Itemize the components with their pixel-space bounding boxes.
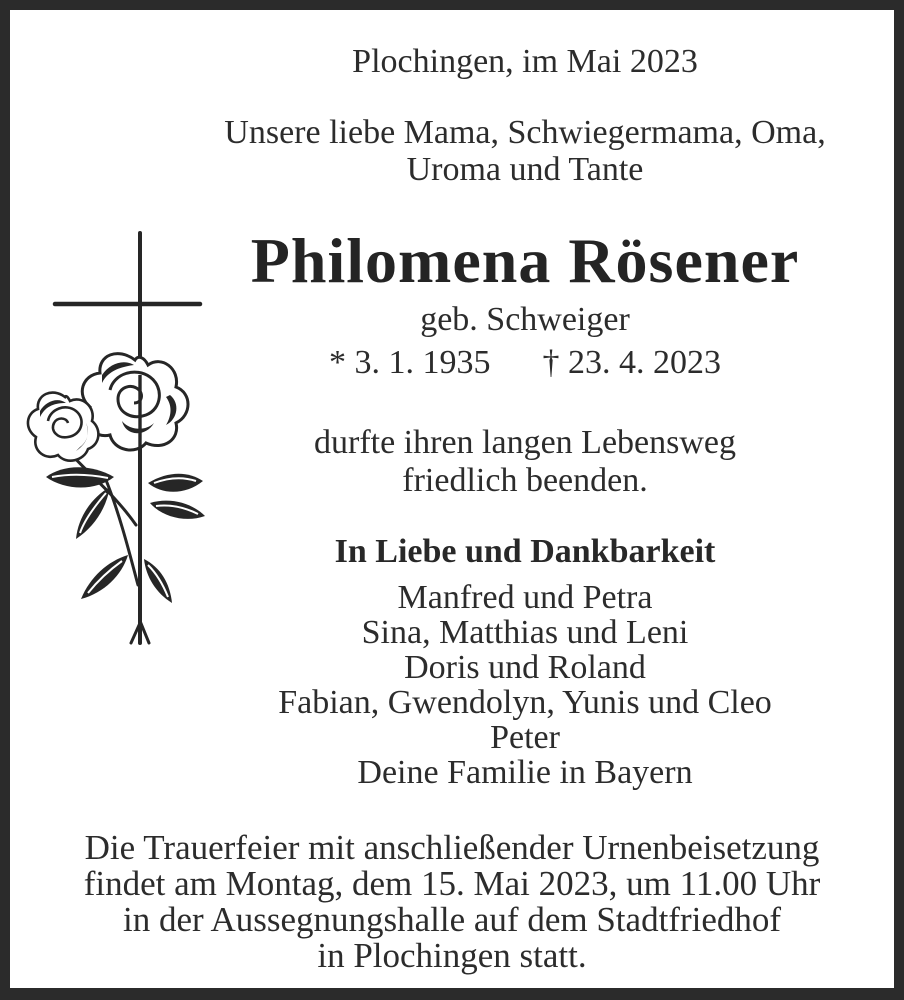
mourner-line: Fabian, Gwendolyn, Yunis und Cleo bbox=[278, 684, 772, 721]
intro-line: Unsere liebe Mama, Schwiegermama, Oma, bbox=[224, 114, 826, 151]
life-dates bbox=[160, 344, 890, 382]
notice-content-area bbox=[10, 10, 894, 988]
intro-text bbox=[160, 114, 890, 188]
life-text bbox=[160, 424, 890, 500]
mourner-line: Deine Familie in Bayern bbox=[357, 754, 693, 791]
dateline: Plochingen, im Mai 2023 bbox=[352, 43, 698, 80]
life-text-line: durfte ihren langen Lebensweg bbox=[314, 424, 736, 461]
funeral-line: Die Trauerfeier mit anschließender Urnenbeisetzung bbox=[84, 828, 820, 867]
mourner-line: Peter bbox=[490, 719, 560, 756]
funeral-line: findet am Montag, dem 15. Mai 2023, um 11.00 Uhr bbox=[83, 864, 821, 903]
life-text-line: friedlich beenden. bbox=[402, 462, 648, 499]
funeral-information bbox=[10, 830, 894, 974]
mourner-line: Manfred und Petra bbox=[397, 579, 653, 616]
maiden-name: geb. Schweiger bbox=[420, 301, 630, 338]
mourners-list bbox=[160, 580, 890, 790]
mourner-line: Doris und Roland bbox=[404, 649, 646, 686]
closing-line: In Liebe und Dankbarkeit bbox=[334, 533, 716, 570]
funeral-line: in Plochingen statt. bbox=[317, 936, 587, 975]
rose-blossom-small bbox=[28, 393, 98, 461]
deceased-name: Philomena Rösener bbox=[250, 225, 800, 296]
birth-date: * 3. 1. 1935 bbox=[329, 344, 491, 381]
funeral-line: in der Aussegnungshalle auf dem Stadtfriedhof bbox=[122, 900, 782, 939]
mourner-line: Sina, Matthias und Leni bbox=[361, 614, 689, 651]
death-date: † 23. 4. 2023 bbox=[542, 344, 721, 381]
intro-line: Uroma und Tante bbox=[406, 151, 644, 188]
